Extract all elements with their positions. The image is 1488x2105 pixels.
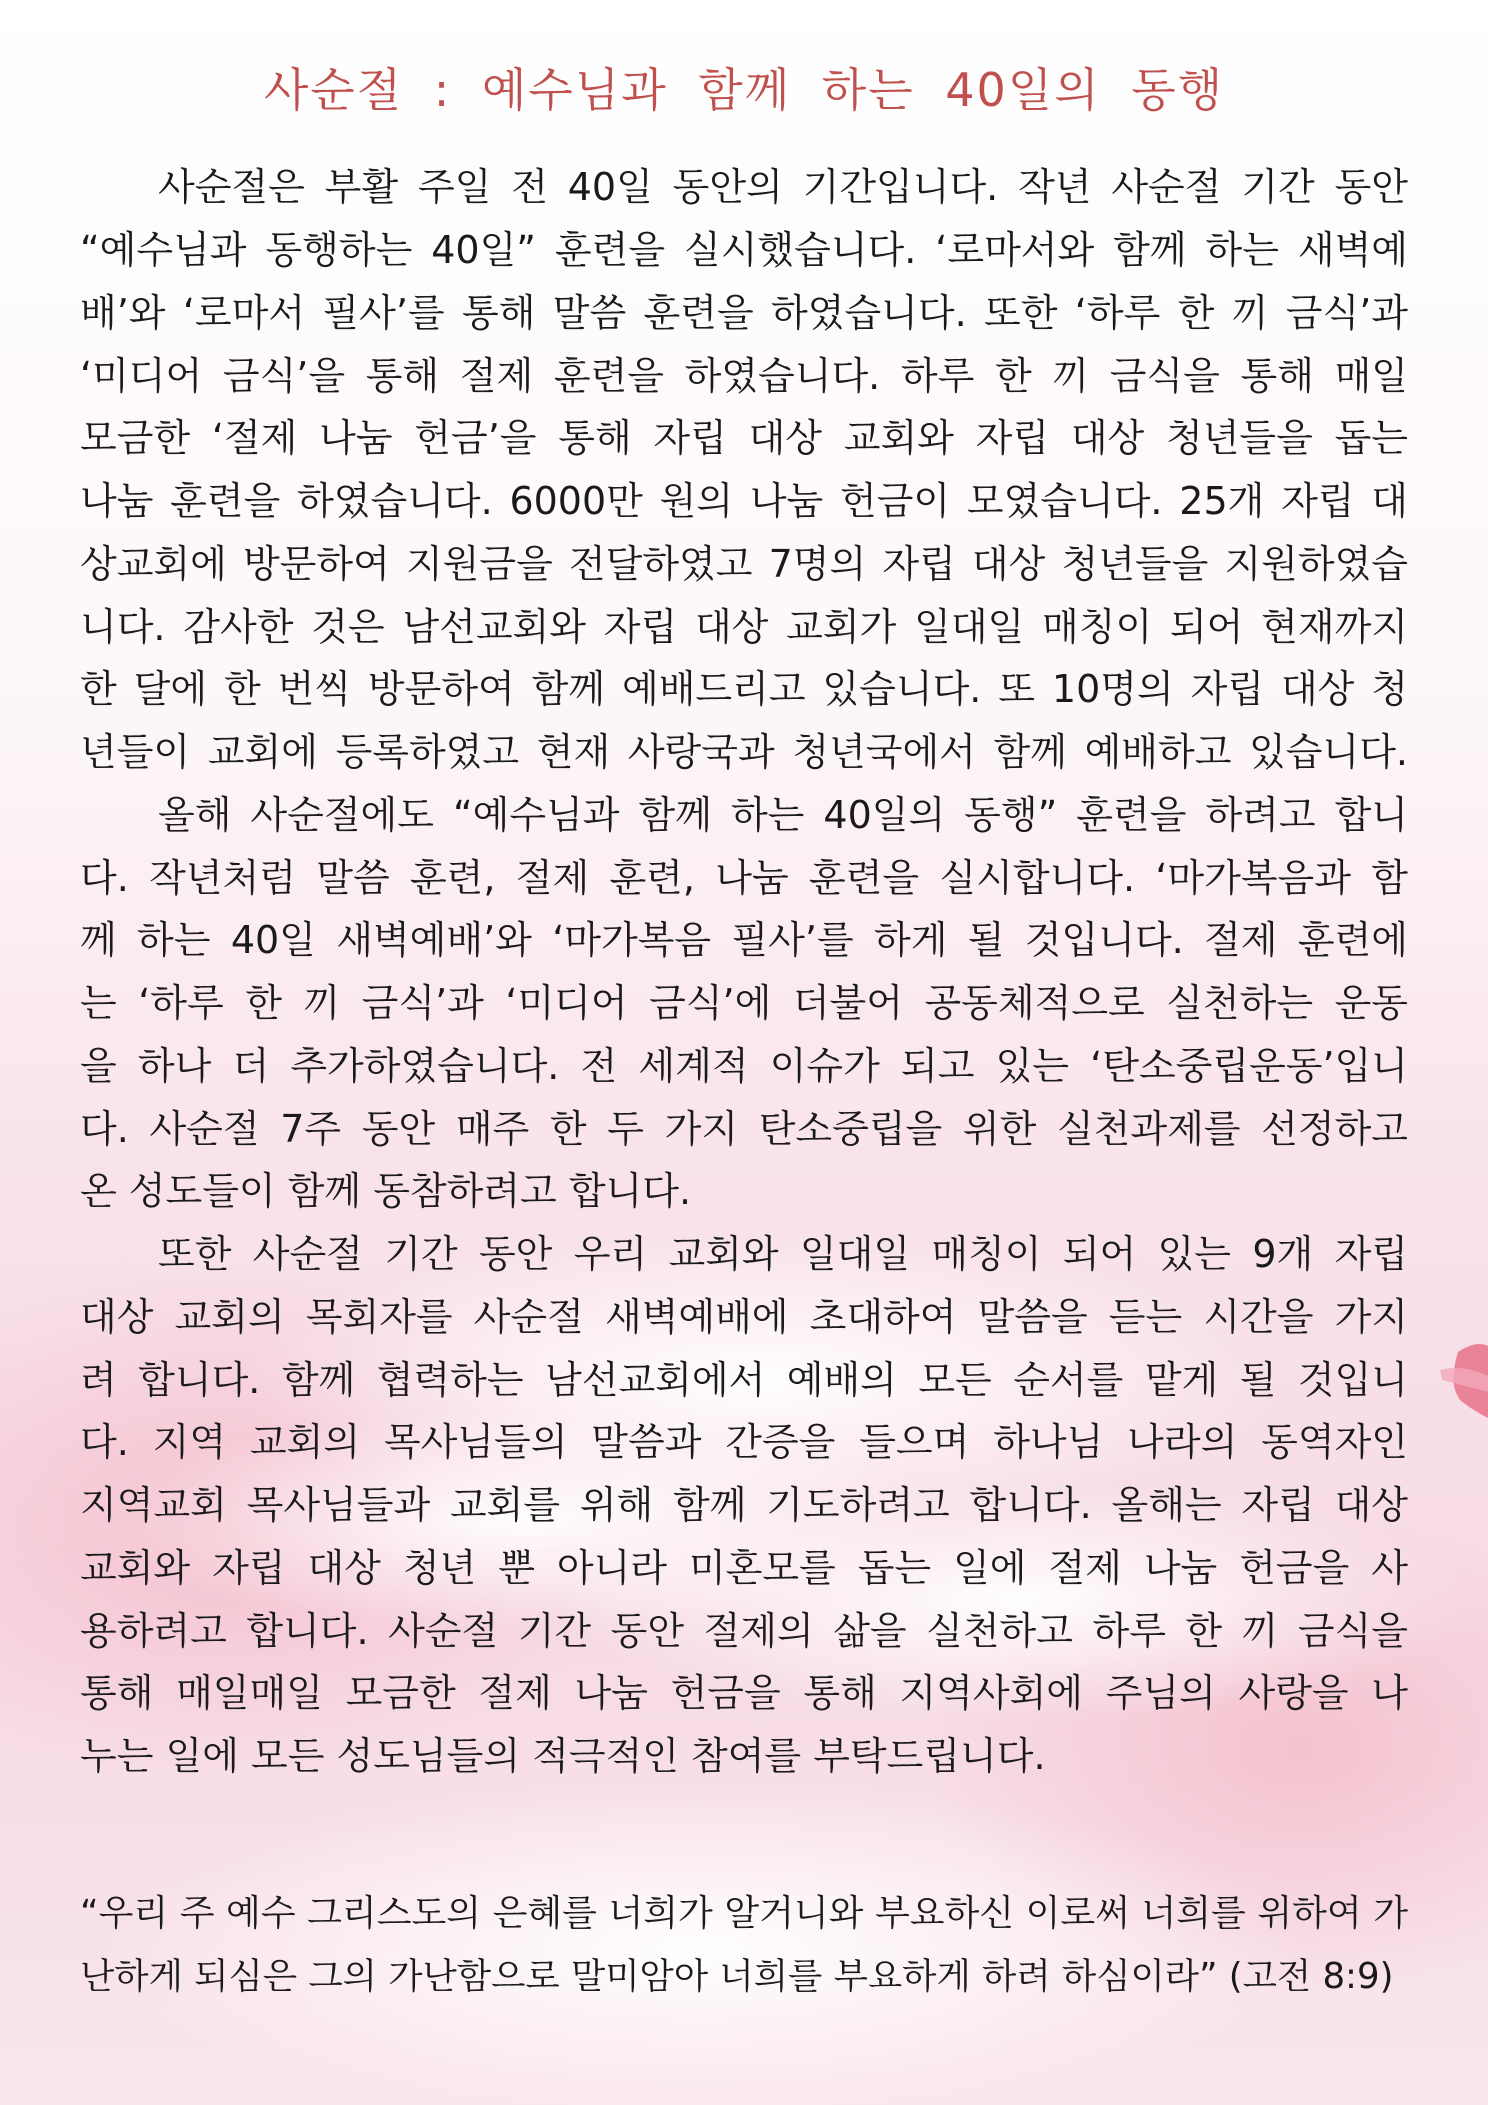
paragraph-3-line: 다. 지역 교회의 목사님들의 말씀과 간증을 들으며 하나님 나라의 동역자인 [80, 1420, 1408, 1464]
paragraph-3-line: 용하려고 합니다. 사순절 기간 동안 절제의 삶을 실천하고 하루 한 끼 금식을 [80, 1609, 1408, 1653]
paragraph-3-line: 또한 사순절 기간 동안 우리 교회와 일대일 매칭이 되어 있는 9개 자립 [158, 1232, 1408, 1276]
paragraph-2-line: 을 하나 더 추가하였습니다. 전 세계적 이슈가 되고 있는 ‘탄소중립운동’입니 [80, 1044, 1408, 1088]
paragraph-3-line: 지역교회 목사님들과 교회를 위해 함께 기도하려고 합니다. 올해는 자립 대상 [80, 1483, 1408, 1527]
paragraph-2-line: 올해 사순절에도 “예수님과 함께 하는 40일의 동행” 훈련을 하려고 합니 [158, 793, 1408, 837]
paragraph-1-line: “예수님과 동행하는 40일” 훈련을 실시했습니다. ‘로마서와 함께 하는 새벽예 [80, 228, 1408, 272]
paragraph-1-line: ‘미디어 금식’을 통해 절제 훈련을 하였습니다. 하루 한 끼 금식을 통해 매일 [80, 354, 1408, 398]
paragraph-3-line: 려 합니다. 함께 협력하는 남선교회에서 예배의 모든 순서를 맡게 될 것입니 [80, 1358, 1408, 1402]
paragraph-2-line: 다. 작년처럼 말씀 훈련, 절제 훈련, 나눔 훈련을 실시합니다. ‘마가복음과 함 [80, 856, 1408, 900]
page-title: 사순절 : 예수님과 함께 하는 40일의 동행 [263, 63, 1225, 117]
paragraph-1-line: 배’와 ‘로마서 필사’를 통해 말씀 훈련을 하였습니다. 또한 ‘하루 한 끼 금식’과 [80, 291, 1408, 335]
paragraph-3-line: 교회와 자립 대상 청년 뿐 아니라 미혼모를 돕는 일에 절제 나눔 헌금을 사 [80, 1546, 1408, 1590]
paragraph-3-line: 대상 교회의 목회자를 사순절 새벽예배에 초대하여 말씀을 듣는 시간을 가지 [80, 1295, 1408, 1339]
paragraph-1-line: 니다. 감사한 것은 남선교회와 자립 대상 교회가 일대일 매칭이 되어 현재까지 [80, 605, 1408, 649]
paragraph-3-line: 통해 매일매일 모금한 절제 나눔 헌금을 통해 지역사회에 주님의 사랑을 나 [80, 1671, 1408, 1715]
bible-quote-line: “우리 주 예수 그리스도의 은혜를 너희가 알거니와 부요하신 이로써 너희를 위하여 가 [80, 1893, 1408, 1934]
paragraph-2-line: 는 ‘하루 한 끼 금식’과 ‘미디어 금식’에 더불어 공동체적으로 실천하는 운동 [80, 981, 1408, 1025]
paragraph-1-line: 모금한 ‘절제 나눔 헌금’을 통해 자립 대상 교회와 자립 대상 청년들을 돕는 [80, 416, 1408, 460]
paragraph-2-line: 다. 사순절 7주 동안 매주 한 두 가지 탄소중립을 위한 실천과제를 선정하고 [80, 1107, 1408, 1151]
paragraph-3-line: 누는 일에 모든 성도님들의 적극적인 참여를 부탁드립니다. [80, 1734, 1046, 1778]
paragraph-1-line: 년들이 교회에 등록하였고 현재 사랑국과 청년국에서 함께 예배하고 있습니다. [80, 730, 1408, 774]
paragraph-2-line: 온 성도들이 함께 동참하려고 합니다. [80, 1169, 692, 1213]
bible-quote-line: 난하게 되심은 그의 가난함으로 말미암아 너희를 부요하게 하려 하심이라” (고전 8:9) [80, 1956, 1394, 1997]
paragraph-2-line: 께 하는 40일 새벽예배’와 ‘마가복음 필사’를 하게 될 것입니다. 절제 훈련에 [80, 918, 1408, 962]
paragraph-1-line: 사순절은 부활 주일 전 40일 동안의 기간입니다. 작년 사순절 기간 동안 [158, 165, 1408, 209]
paragraph-1-line: 나눔 훈련을 하였습니다. 6000만 원의 나눔 헌금이 모였습니다. 25개 자립 대 [80, 479, 1408, 523]
paragraph-1-line: 상교회에 방문하여 지원금을 전달하였고 7명의 자립 대상 청년들을 지원하였습 [80, 542, 1408, 586]
paragraph-1-line: 한 달에 한 번씩 방문하여 함께 예배드리고 있습니다. 또 10명의 자립 대상 청 [80, 667, 1408, 711]
